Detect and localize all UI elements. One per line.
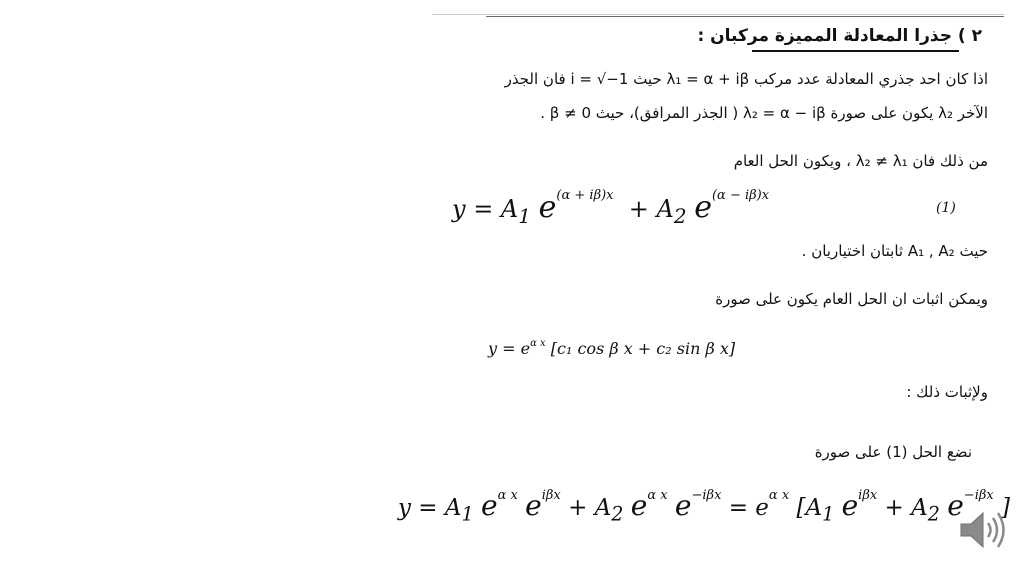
eq3-sub4: 2 (927, 502, 940, 526)
eq1-sub1: 1 (518, 203, 531, 228)
eq1-exp2: (α − iβ)x (711, 188, 770, 203)
paragraph2: من ذلك فان λ₂ ≠ λ₁ ، ويكون الحل العام (733, 152, 988, 170)
paragraph5: ولإثبات ذلك : (906, 383, 988, 401)
eq1-sub2: 2 (673, 203, 687, 228)
eq3-exp2: iβx (541, 488, 561, 503)
top-divider-light (432, 14, 1004, 15)
eq3-bracket-open: [A (796, 495, 823, 521)
equation-1 (452, 188, 769, 228)
eq3-exp6: iβx (858, 488, 878, 503)
paragraph6: نضع الحل (1) على صورة (814, 443, 972, 461)
eq3-e5: e (841, 489, 859, 522)
heading-underline (752, 50, 959, 52)
eq3-sub3: 1 (822, 502, 835, 526)
eq2-body: [c₁ cos β x + c₂ sin β x] (550, 339, 736, 358)
equation-2 (488, 338, 735, 358)
eq2-lhs: y = e (488, 339, 531, 358)
eq3-sub2: 2 (611, 502, 624, 526)
eq3-exp4: −iβx (691, 488, 722, 503)
heading-title: جذرا المعادلة المميزة مركبان : (697, 26, 952, 46)
top-divider-dark (486, 16, 1004, 17)
eq3-plus2: + A (884, 495, 928, 521)
eq1-exp1: (α + iβ)x (556, 188, 614, 203)
equation-3 (398, 488, 1010, 526)
speaker-icon[interactable] (957, 509, 1009, 551)
paragraph3: حيث A₁ , A₂ ثابتان اختياريان . (801, 242, 988, 260)
eq3-e6: e (947, 489, 964, 522)
eq3-plus: + A (568, 495, 612, 521)
eq3-e2: e (525, 489, 542, 522)
eq3-equals: = e (728, 495, 769, 521)
eq1-e1: e (538, 190, 557, 225)
paragraph1-line2: الآخر λ₂ يكون على صورة λ₂ = α − iβ ( الجذر المرافق)، حيث β ≠ 0 . (540, 104, 988, 122)
eq3-bracket-close: ] (1001, 495, 1010, 521)
eq3-exp1: α x (497, 488, 518, 503)
eq1-e2: e (694, 190, 712, 225)
eq3-exp7: −iβx (963, 488, 994, 503)
eq1-lhs: y = A (452, 195, 519, 223)
equation-number-1: (1) (936, 200, 956, 216)
eq3-e1: e (481, 489, 498, 522)
eq3-lhs: y = A (398, 495, 462, 521)
paragraph1-line1: اذا كان احد جذري المعادلة عدد مركب λ₁ = α + iβ حيث i = √−1 فان الجذر (504, 70, 988, 88)
eq3-exp3: α x (647, 488, 668, 503)
eq3-sub1: 1 (461, 502, 474, 526)
eq3-e4: e (674, 489, 692, 522)
section-heading (697, 26, 982, 46)
heading-number: ٢ ) (957, 26, 982, 46)
eq1-plus: + A (628, 195, 674, 223)
paragraph4: ويمكن اثبات ان الحل العام يكون على صورة (715, 290, 988, 308)
eq2-exp: α x (530, 338, 546, 349)
eq3-e3: e (630, 489, 648, 522)
eq3-exp5: α x (768, 488, 790, 503)
